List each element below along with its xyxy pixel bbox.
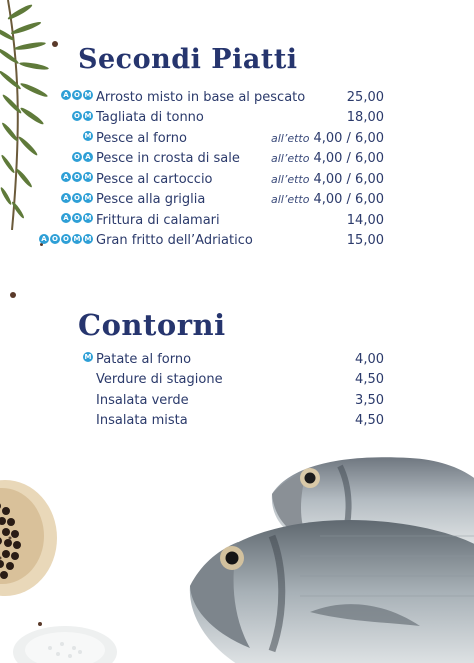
- price-note: all’etto: [270, 172, 310, 186]
- allergen-icon: O: [72, 172, 82, 182]
- allergen-icon: M: [84, 132, 92, 140]
- allergen-icon: O: [72, 111, 82, 121]
- item-price: 4,00 / 6,00: [313, 151, 384, 166]
- item-price-group: [271, 169, 384, 189]
- menu-item: [63, 169, 384, 189]
- allergen-icon: M: [84, 193, 92, 202]
- allergen-icons: [83, 352, 93, 362]
- sea-bream-fish-image: [180, 436, 474, 663]
- allergen-icons: [61, 90, 93, 100]
- item-price-group: [347, 87, 384, 107]
- item-name: Pesce al cartoccio: [96, 171, 213, 187]
- item-price: 25,00: [346, 89, 384, 105]
- price-note: all’etto: [270, 193, 310, 206]
- pepper-dot: [10, 292, 16, 298]
- menu-item: [74, 149, 384, 169]
- allergen-icons: [39, 234, 93, 244]
- allergen-icon: M: [84, 214, 92, 222]
- item-price-group: [271, 190, 384, 210]
- allergen-icons: [61, 193, 93, 203]
- item-name: Pesce in crosta di sale: [96, 151, 240, 166]
- allergen-icons: [61, 213, 93, 223]
- allergen-icon: A: [61, 172, 71, 182]
- allergen-icon: O: [61, 234, 71, 244]
- menu-item: [96, 370, 384, 390]
- item-price-group: [271, 128, 384, 148]
- allergen-icon: M: [73, 234, 81, 243]
- peppercorn-bowl-image: [0, 478, 60, 598]
- menu-item: [63, 190, 384, 210]
- allergen-icon: M: [84, 353, 92, 361]
- item-price-group: [355, 411, 384, 431]
- item-price-group: [355, 390, 384, 410]
- allergen-icons: [72, 152, 93, 162]
- pepper-dot: [52, 41, 58, 47]
- price-note: all’etto: [270, 131, 310, 145]
- item-price: 4,50: [355, 413, 384, 428]
- allergen-icon: M: [84, 234, 92, 243]
- allergen-icons: [72, 111, 93, 121]
- item-price: 4,50: [355, 372, 384, 387]
- item-price-group: [347, 231, 384, 251]
- item-price: 4,00 / 6,00: [313, 192, 384, 207]
- menu-item: [84, 128, 384, 148]
- allergen-icon: M: [84, 111, 92, 120]
- item-name: Verdure di stagione: [96, 372, 223, 387]
- item-price: 4,00 / 6,00: [313, 130, 384, 146]
- menu-item: [84, 349, 384, 369]
- menu-item: [96, 390, 384, 410]
- item-name: Patate al forno: [96, 351, 192, 367]
- allergen-icon: M: [84, 91, 92, 99]
- allergen-icons: [83, 131, 93, 141]
- item-price: 4,00: [355, 351, 384, 367]
- item-price-group: [347, 108, 384, 128]
- item-price: 18,00: [346, 110, 384, 125]
- item-price: 4,00 / 6,00: [313, 171, 384, 187]
- item-name: Insalata verde: [96, 392, 189, 408]
- item-price-group: [355, 370, 384, 390]
- allergen-icon: A: [83, 152, 93, 162]
- item-price: 15,00: [346, 233, 384, 248]
- section-title-secondi: Secondi Piatti: [78, 44, 298, 75]
- item-price-group: [347, 210, 384, 230]
- allergen-icon: A: [39, 234, 49, 244]
- item-name: Pesce alla griglia: [96, 192, 206, 207]
- allergen-icon: M: [84, 173, 92, 181]
- allergen-icon: A: [61, 193, 71, 203]
- item-name: Gran fritto dell’Adriatico: [96, 233, 253, 248]
- menu-item: [96, 411, 384, 431]
- allergen-icon: O: [72, 213, 82, 223]
- item-name: Pesce al forno: [96, 130, 187, 146]
- item-name: Frittura di calamari: [96, 212, 220, 228]
- section-title-contorni: Contorni: [78, 308, 226, 342]
- item-name: Tagliata di tonno: [96, 110, 204, 125]
- item-name: Arrosto misto in base al pescato: [96, 89, 306, 105]
- allergen-icon: A: [61, 90, 71, 100]
- price-note: all’etto: [270, 152, 310, 165]
- allergen-icon: O: [50, 234, 60, 244]
- menu-item: [41, 231, 384, 251]
- allergen-icon: O: [72, 90, 82, 100]
- salt-dish-image: [10, 610, 120, 663]
- item-price: 3,50: [355, 392, 384, 408]
- item-price-group: [355, 349, 384, 369]
- menu-item: [74, 108, 384, 128]
- allergen-icon: A: [61, 213, 71, 223]
- menu-item: [63, 210, 384, 230]
- item-price: 14,00: [346, 212, 384, 228]
- menu-item: [63, 87, 384, 107]
- allergen-icons: [61, 172, 93, 182]
- rosemary-decoration: [0, 0, 60, 230]
- allergen-icon: O: [72, 152, 82, 162]
- item-name: Insalata mista: [96, 413, 188, 428]
- allergen-icon: O: [72, 193, 82, 203]
- item-price-group: [271, 149, 384, 169]
